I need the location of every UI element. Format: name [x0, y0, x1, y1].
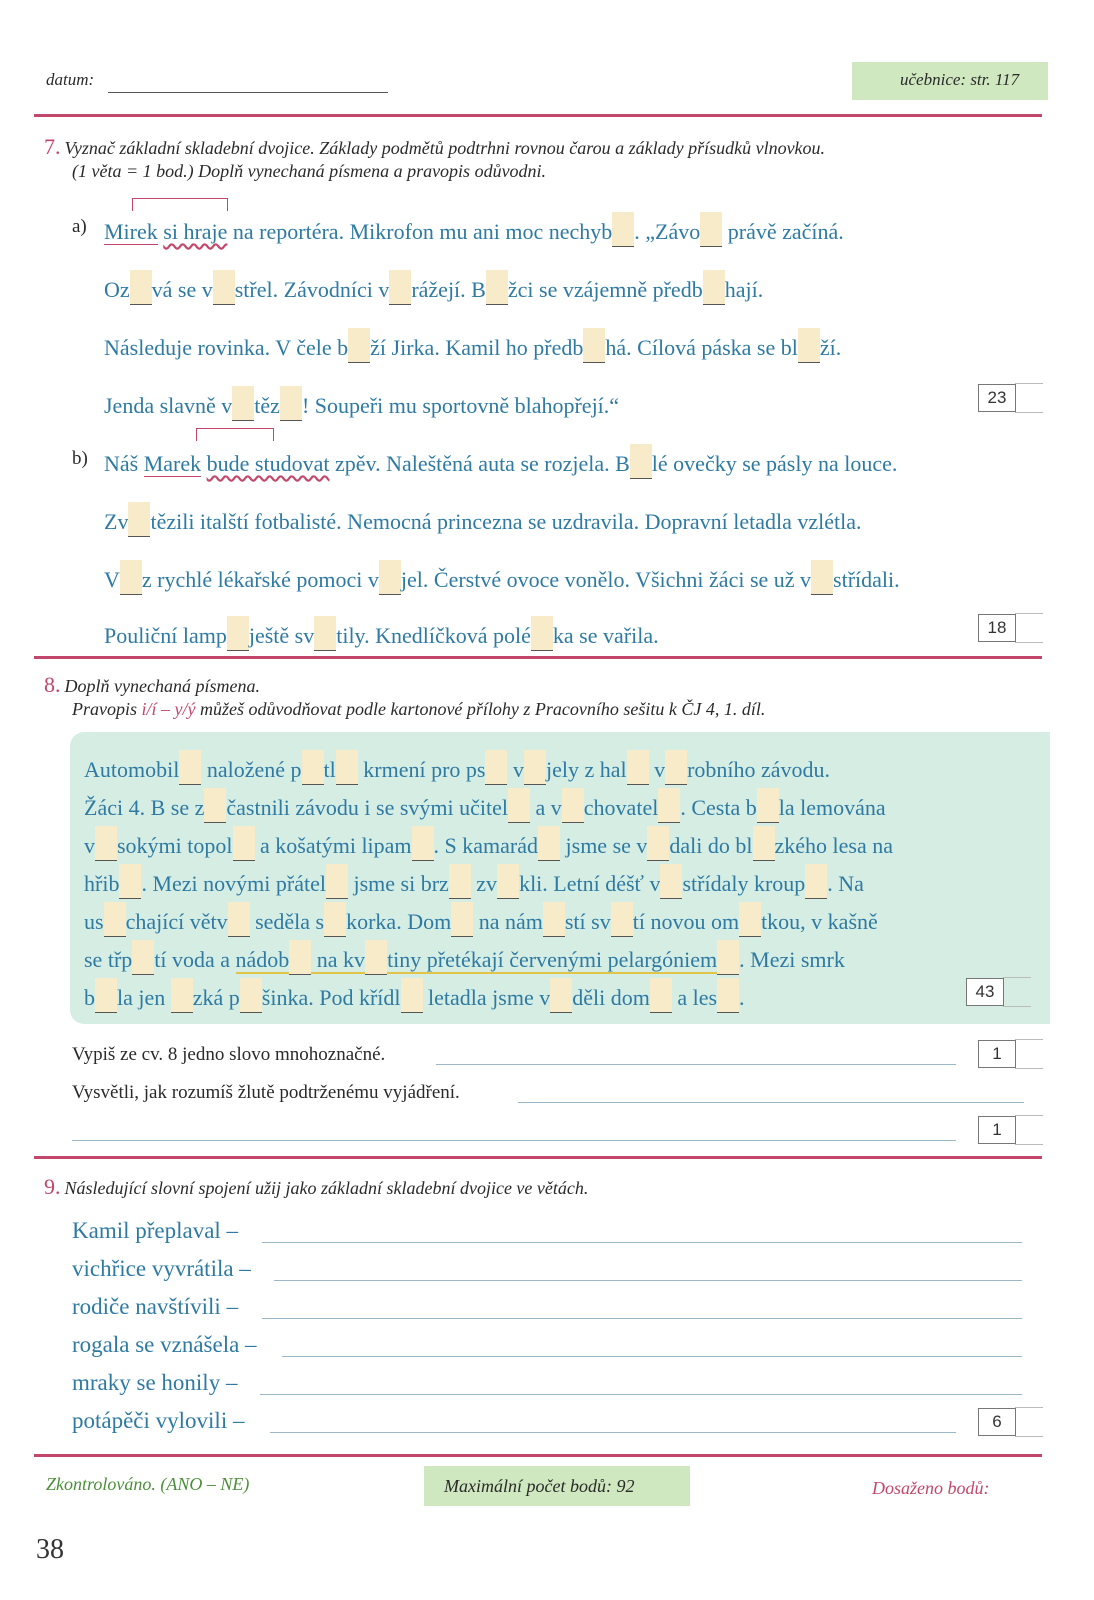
- exercise-number: 7.: [44, 134, 61, 159]
- gap[interactable]: [798, 328, 820, 363]
- text: Pravopis: [72, 699, 142, 719]
- sentence-line: [104, 502, 862, 537]
- gap[interactable]: [365, 940, 387, 975]
- text: a les: [671, 985, 718, 1010]
- text: tiny přetékají červenými pelargóniem: [387, 947, 718, 972]
- answer-line[interactable]: [436, 1064, 956, 1065]
- text: Náš: [104, 451, 139, 476]
- text: sokými topol: [117, 833, 233, 858]
- text: robního závodu.: [687, 757, 831, 782]
- text: zv: [470, 871, 498, 896]
- gap[interactable]: [485, 750, 507, 785]
- text: Zv: [104, 509, 129, 534]
- text: ka se vařila.: [552, 623, 659, 648]
- gap[interactable]: [336, 750, 358, 785]
- text: seděla s: [249, 909, 325, 934]
- gap[interactable]: [627, 750, 649, 785]
- answer-line[interactable]: [518, 1102, 1024, 1103]
- panel-line: [84, 826, 893, 861]
- phrase: mraky se honily –: [72, 1370, 238, 1395]
- text: na reportéra. Mikrofon mu ani moc nechyb: [232, 219, 613, 244]
- part-a-label: a): [72, 216, 87, 237]
- text: jely z hal: [545, 757, 627, 782]
- text: nádob: [235, 947, 290, 972]
- gap[interactable]: [227, 616, 249, 651]
- text: hají.: [724, 277, 764, 302]
- phrase: rodiče navštívili –: [72, 1294, 239, 1319]
- text: z rychlé lékařské pomoci v: [141, 567, 379, 592]
- phrase: vichřice vyvrátila –: [72, 1256, 251, 1281]
- pair-bracket: [196, 428, 274, 441]
- sentence-line: [104, 560, 900, 595]
- gap[interactable]: [612, 212, 634, 247]
- text: tkou, v kašně: [761, 909, 878, 934]
- gap[interactable]: [647, 826, 669, 861]
- phrase: rogala se vznášela –: [72, 1332, 257, 1357]
- exercise-7-heading: [44, 134, 825, 160]
- gap[interactable]: [389, 270, 411, 305]
- gap[interactable]: [120, 560, 142, 595]
- text: .: [739, 985, 745, 1010]
- divider: [34, 114, 1042, 117]
- text: . S kamarád: [433, 833, 539, 858]
- question: Vypiš ze cv. 8 jedno slovo mnohoznačné.: [72, 1044, 386, 1065]
- gap[interactable]: [630, 444, 652, 479]
- text: b: [84, 985, 95, 1010]
- divider: [34, 656, 1042, 659]
- gap[interactable]: [650, 978, 672, 1013]
- date-label: datum:: [46, 70, 95, 89]
- gap[interactable]: [660, 864, 682, 899]
- gap[interactable]: [538, 826, 560, 861]
- text: děli dom: [572, 985, 650, 1010]
- text: dali do bl: [669, 833, 753, 858]
- checked-label: Zkontrolováno. (ANO – NE): [46, 1474, 250, 1494]
- gap[interactable]: [562, 788, 584, 823]
- text: . Cesta b: [680, 795, 757, 820]
- text: Následuje rovinka. V čele b: [104, 335, 349, 360]
- score-box-tail: [1003, 977, 1031, 1007]
- gap[interactable]: [717, 978, 739, 1013]
- score-box[interactable]: 18: [978, 614, 1016, 642]
- gap[interactable]: [486, 270, 508, 305]
- gap[interactable]: [412, 826, 434, 861]
- gap[interactable]: [104, 902, 126, 937]
- gap[interactable]: [204, 788, 226, 823]
- gap[interactable]: [179, 750, 201, 785]
- text: krmení pro ps: [357, 757, 486, 782]
- text: . Mezi smrk: [739, 947, 845, 972]
- text: la jen: [117, 985, 171, 1010]
- text: naložené p: [201, 757, 302, 782]
- instruction: Vyznač základní skladební dvojice. Základy podmětů podtrhni rovnou čarou a základy přísudků vlnovkou.: [64, 138, 826, 158]
- panel-line: [84, 750, 830, 785]
- gap[interactable]: [289, 940, 311, 975]
- gap[interactable]: [531, 616, 553, 651]
- part-b-label: b): [72, 448, 88, 469]
- text: . Mezi novými přátel: [141, 871, 326, 896]
- text: stí sv: [564, 909, 611, 934]
- text: jsme se v: [560, 833, 648, 858]
- gap[interactable]: [348, 328, 370, 363]
- answer-line[interactable]: [262, 1242, 1022, 1243]
- text: ! Soupeři mu sportovně blahopřejí.“: [301, 393, 620, 418]
- answer-line[interactable]: [262, 1318, 1022, 1319]
- gap[interactable]: [497, 864, 519, 899]
- gap[interactable]: [665, 750, 687, 785]
- text: zpěv. Naleštěná auta se rozjela. B: [334, 451, 630, 476]
- exercise-number: 8.: [44, 672, 61, 697]
- text: na kv: [311, 947, 366, 972]
- gap[interactable]: [753, 826, 775, 861]
- text: a v: [530, 795, 562, 820]
- text: střídaly kroup: [682, 871, 806, 896]
- text: lé ovečky se pásly na louce.: [651, 451, 898, 476]
- gap[interactable]: [280, 386, 302, 421]
- predicate: bude studovat: [206, 451, 330, 476]
- score-box[interactable]: 1: [978, 1040, 1016, 1068]
- answer-line[interactable]: [274, 1280, 1022, 1281]
- sentence-line: [104, 328, 841, 363]
- text: střel. Závodníci v: [234, 277, 390, 302]
- panel-line: [84, 940, 845, 975]
- text: žci se vzájemně předb: [507, 277, 703, 302]
- text: v: [507, 757, 524, 782]
- text: ží.: [819, 335, 842, 360]
- text: zká p: [192, 985, 240, 1010]
- text: častnili závodu i se svými učitel: [226, 795, 509, 820]
- gap[interactable]: [757, 788, 779, 823]
- max-points: Maximální počet bodů: 92: [444, 1476, 635, 1496]
- divider: [34, 1156, 1042, 1159]
- gap[interactable]: [314, 616, 336, 651]
- panel-line: [84, 978, 745, 1013]
- exercise-8-heading: [44, 672, 260, 698]
- sentence-line: [104, 616, 659, 651]
- text: Žáci 4. B se z: [84, 795, 205, 820]
- yellow-underlined-phrase: [236, 947, 718, 974]
- gap[interactable]: [326, 864, 348, 899]
- subject: Marek: [143, 451, 202, 476]
- score-box[interactable]: 1: [978, 1116, 1016, 1144]
- gap[interactable]: [508, 788, 530, 823]
- gap[interactable]: [550, 978, 572, 1013]
- text: . Na: [827, 871, 864, 896]
- text: můžeš odůvodňovat podle kartonové přílohy z Pracovního sešitu k ČJ 4, 1. díl.: [195, 699, 766, 719]
- sentence-line: [104, 444, 897, 479]
- text: tí voda a: [154, 947, 236, 972]
- sentence-line: [104, 270, 763, 305]
- text: vá se v: [151, 277, 213, 302]
- date-field[interactable]: [108, 92, 388, 93]
- gap[interactable]: [95, 826, 117, 861]
- score-box-tail: [1015, 383, 1043, 413]
- gap[interactable]: [611, 902, 633, 937]
- exercise-9-heading: [44, 1174, 588, 1200]
- sentence-line: [104, 386, 619, 421]
- gap[interactable]: [717, 940, 739, 975]
- text: us: [84, 909, 104, 934]
- text: na nám: [473, 909, 543, 934]
- text: chající větv: [125, 909, 228, 934]
- text: se třp: [84, 947, 133, 972]
- score-box-tail: [1015, 613, 1043, 643]
- gap[interactable]: [401, 978, 423, 1013]
- text: la lemována: [778, 795, 886, 820]
- text: korka. Dom: [346, 909, 452, 934]
- gap[interactable]: [379, 560, 401, 595]
- score-box-tail: [1015, 1115, 1043, 1145]
- text: zkého lesa na: [774, 833, 894, 858]
- exercise-number: 9.: [44, 1174, 61, 1199]
- text: . „Závo: [634, 219, 701, 244]
- gap[interactable]: [451, 902, 473, 937]
- text: ží Jirka. Kamil ho předb: [370, 335, 584, 360]
- answer-line[interactable]: [72, 1140, 956, 1141]
- gap[interactable]: [700, 212, 722, 247]
- text: Oz: [104, 277, 130, 302]
- phrase: Kamil přeplaval –: [72, 1218, 239, 1243]
- text: kli. Letní déšť v: [519, 871, 661, 896]
- gap[interactable]: [228, 902, 250, 937]
- text: Pouliční lamp: [104, 623, 227, 648]
- instruction: Doplň vynechaná písmena.: [64, 676, 260, 696]
- textbook-ref: učebnice: str. 117: [900, 70, 1020, 89]
- panel-line: [84, 788, 886, 823]
- answer-line[interactable]: [260, 1394, 1022, 1395]
- gap[interactable]: [232, 386, 254, 421]
- achieved-points-label: Dosaženo bodů:: [872, 1478, 990, 1498]
- gap[interactable]: [703, 270, 725, 305]
- text: V: [104, 567, 120, 592]
- text: a košatými lipam: [254, 833, 412, 858]
- gap[interactable]: [128, 502, 150, 537]
- gap[interactable]: [119, 864, 141, 899]
- gap[interactable]: [240, 978, 262, 1013]
- text: tily. Knedlíčková polé: [336, 623, 531, 648]
- gap[interactable]: [302, 750, 324, 785]
- gap[interactable]: [805, 864, 827, 899]
- text: letadla jsme v: [422, 985, 551, 1010]
- gap[interactable]: [171, 978, 193, 1013]
- text: ještě sv: [248, 623, 315, 648]
- answer-line[interactable]: [270, 1432, 956, 1433]
- gap[interactable]: [233, 826, 255, 861]
- subject: Mirek: [104, 219, 158, 244]
- gap[interactable]: [524, 750, 546, 785]
- score-box[interactable]: 23: [978, 384, 1016, 412]
- instruction: Následující slovní spojení užij jako základní skladební dvojice ve větách.: [64, 1178, 589, 1198]
- gap[interactable]: [324, 902, 346, 937]
- text: rážejí. B: [411, 277, 486, 302]
- divider: [34, 1454, 1042, 1457]
- gap[interactable]: [739, 902, 761, 937]
- text: tězili italští fotbalisté. Nemocná princezna se uzdravila. Dopravní letadla vzlétla.: [150, 509, 862, 534]
- score-box-tail: [1015, 1039, 1043, 1069]
- instruction-cont: (1 věta = 1 bod.) Doplň vynechaná písmena a pravopis odůvodni.: [72, 161, 547, 181]
- gap[interactable]: [543, 902, 565, 937]
- page-number: 38: [36, 1534, 64, 1565]
- gap[interactable]: [130, 270, 152, 305]
- text: tl: [323, 757, 336, 782]
- text: Automobil: [84, 757, 180, 782]
- instruction-cont: [72, 698, 765, 720]
- gap[interactable]: [658, 788, 680, 823]
- panel-line: [84, 902, 878, 937]
- text: šinka. Pod křídl: [261, 985, 401, 1010]
- text: jsme si brz: [347, 871, 449, 896]
- text: střídali.: [833, 567, 900, 592]
- gap[interactable]: [583, 328, 605, 363]
- gap[interactable]: [449, 864, 471, 899]
- gap[interactable]: [811, 560, 833, 595]
- gap[interactable]: [132, 940, 154, 975]
- text: těz: [254, 393, 280, 418]
- phrase: potápěči vylovili –: [72, 1408, 245, 1433]
- text: hřib: [84, 871, 120, 896]
- gap[interactable]: [95, 978, 117, 1013]
- text: há. Cílová páska se bl: [605, 335, 798, 360]
- question: Vysvětli, jak rozumíš žlutě podtrženému vyjádření.: [72, 1082, 460, 1103]
- panel-line: [84, 864, 864, 899]
- highlight: i/í – y/ý: [141, 699, 196, 719]
- score-box[interactable]: 43: [966, 978, 1004, 1006]
- text: Jenda slavně v: [104, 393, 233, 418]
- score-box[interactable]: 6: [978, 1408, 1016, 1436]
- text: v: [84, 833, 95, 858]
- text: v: [648, 757, 666, 782]
- text: chovatel: [583, 795, 659, 820]
- sentence-line: [104, 212, 844, 247]
- answer-line[interactable]: [282, 1356, 1022, 1357]
- text: právě začíná.: [727, 219, 844, 244]
- gap[interactable]: [213, 270, 235, 305]
- text: tí novou om: [632, 909, 740, 934]
- text: jel. Čerstvé ovoce vonělo. Všichni žáci se už v: [400, 567, 812, 592]
- pair-bracket: [132, 198, 228, 211]
- score-box-tail: [1015, 1407, 1043, 1437]
- predicate: si hraje: [163, 219, 228, 244]
